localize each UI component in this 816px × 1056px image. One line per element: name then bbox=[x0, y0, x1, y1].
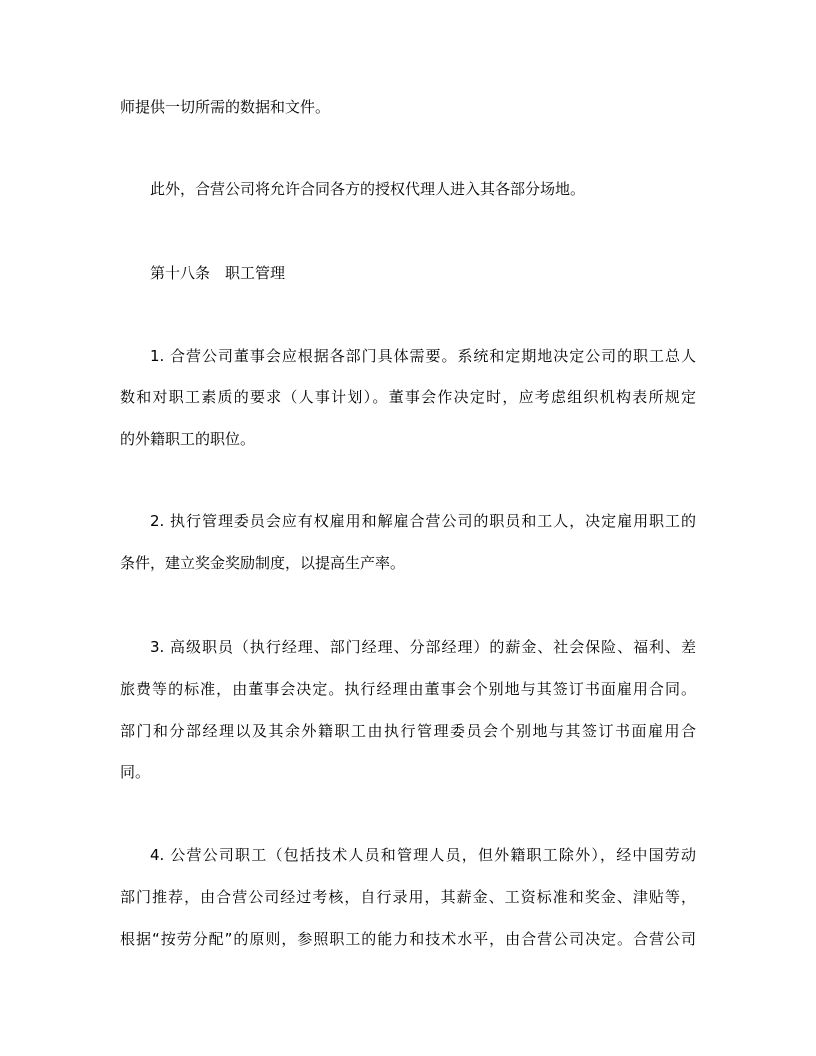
text-line: 2. 执行管理委员会应有权雇用和解雇合营公司的职员和工人，决定雇用职工的 bbox=[150, 512, 696, 530]
text-line: 旅费等的标准，由董事会决定。执行经理由董事会个别地与其签订书面雇用合同。 bbox=[120, 680, 696, 698]
text-line: 部门和分部经理以及其余外籍职工由执行管理委员会个别地与其签订书面雇用合 bbox=[120, 722, 696, 740]
text-line: 数和对职工素质的要求（人事计划）。董事会作决定时，应考虑组织机构表所规定 bbox=[120, 388, 696, 406]
text-line: 条件，建立奖金奖励制度，以提高生产率。 bbox=[120, 554, 406, 572]
text-line: 师提供一切所需的数据和文件。 bbox=[120, 98, 331, 116]
text-line: 此外，合营公司将允许合同各方的授权代理人进入其各部分场地。 bbox=[150, 180, 586, 198]
article-heading: 第十八条 职工管理 bbox=[150, 264, 286, 282]
text-line: 1. 合营公司董事会应根据各部门具体需要。系统和定期地决定公司的职工总人 bbox=[150, 347, 696, 365]
text-line: 根据“按劳分配”的原则，参照职工的能力和技术水平，由合营公司决定。合营公司 bbox=[120, 930, 696, 948]
text-line: 的外籍职工的职位。 bbox=[120, 430, 256, 448]
text-line: 同。 bbox=[120, 763, 151, 781]
text-line: 3. 高级职员（执行经理、部门经理、分部经理）的薪金、社会保险、福利、差 bbox=[150, 638, 696, 656]
text-line: 部门推荐，由合营公司经过考核，自行录用，其薪金、工资标准和奖金、津贴等， bbox=[120, 888, 696, 906]
text-line: 4. 公营公司职工（包括技术人员和管理人员，但外籍职工除外），经中国劳动 bbox=[150, 846, 696, 864]
